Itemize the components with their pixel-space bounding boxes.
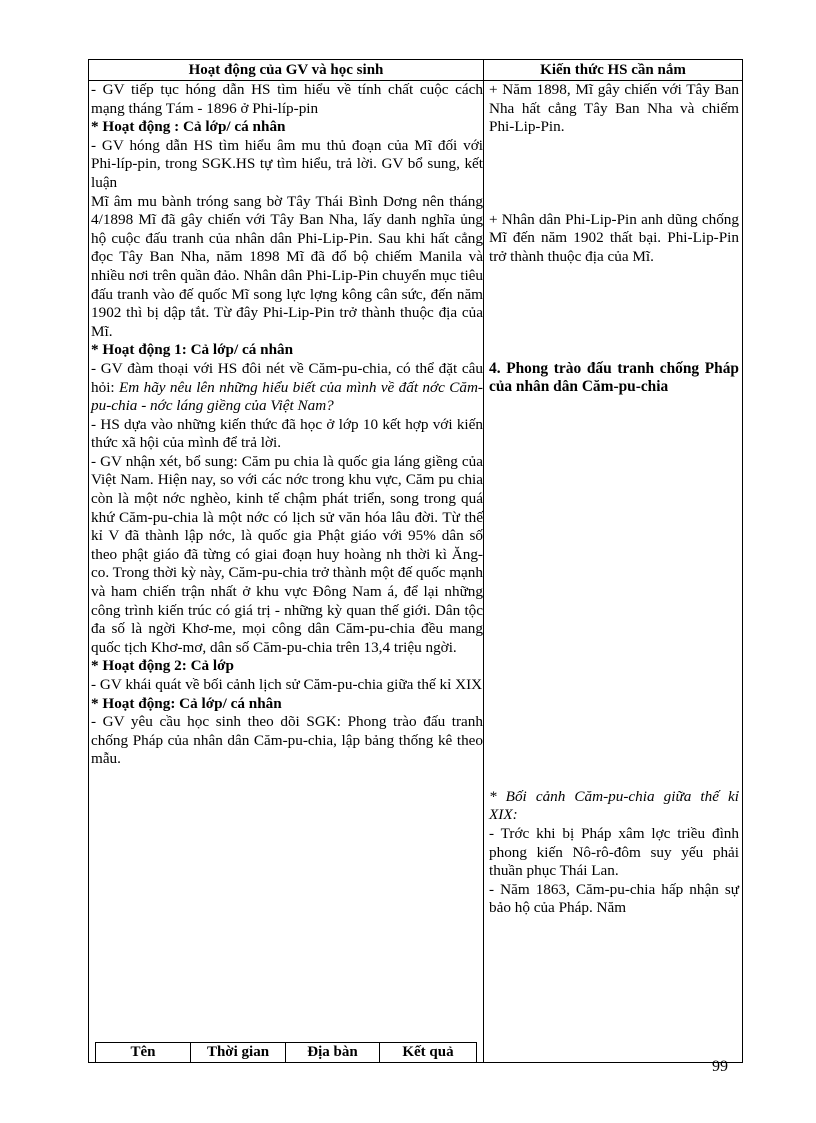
knowledge-column <box>484 81 742 1062</box>
spacer <box>489 397 739 788</box>
activity-heading-2: * Hoạt động 2: Cả lớp <box>91 657 235 675</box>
knowledge-1863-protectorate: - Năm 1863, Căm-pu-chia hấp nhận sự bảo hộ của Pháp. Năm <box>489 880 739 917</box>
paragraph-students-answer: - HS dựa vào những kiến thức đã học ở lớp 10 kết hợp với kiến thức xã hội của mình để trả lời. <box>91 415 483 452</box>
paragraph-overview-context: - GV khái quát về bối cảnh lịch sử Căm-pu-chia giữa thế kỉ XIX <box>91 676 483 693</box>
template-col-time: Thời gian <box>191 1043 286 1062</box>
discussion-intro: - GV đàm thoại với HS đôi nét về Căm-pu-chia, có thể đặt câu hỏi: <box>91 359 483 396</box>
spacer <box>489 267 739 360</box>
activity-heading-1: * Hoạt động 1: Cả lớp/ cá nhân <box>91 341 294 359</box>
spacer <box>489 137 739 211</box>
activity-heading-class-individual: * Hoạt động : Cả lớp/ cá nhân <box>91 118 286 136</box>
knowledge-1898-war: + Năm 1898, Mĩ gây chiến với Tây Ban Nha hất cẳng Tây Ban Nha và chiếm Phi-Lip-Pin. <box>489 81 739 136</box>
section-heading-cambodia: 4. Phong trào đấu tranh chống Pháp của nhân dân Căm-pu-chia <box>489 359 739 396</box>
paragraph-teacher-comment: - GV nhận xét, bổ sung: Căm pu chia là quốc gia láng giềng của Việt Nam. Hiện nay, so với các nớc trong khu vực, Căm pu chia còn là một nớc nghèo, kinh tế chậm phát triển, song trong quá khứ Căm-pu-chia là một nớc có lịch sử văn hóa lâu đời. Từ thế kỉ V đã thành lập nớc, là quốc gia Phật giáo với 95% dân số theo phật giáo đã từng có giai đoạn huy hoàng nh thời kì Ăng-co. Trong thời kỳ này, Căm-pu-chia trở thành một đế quốc mạnh và ham chiến trận nhất ở khu vực Đông Nam á, để lại những công trình kiến trúc có giá trị - những kỳ quan thế giới. Dân tộc đa số là ngời Khơ-me, mọi công dân Căm-pu-chia đều mang quốc tịch Khơ-mơ, dân số Căm-pu-chia trên 13,4 triệu ngời. <box>91 452 483 656</box>
knowledge-resistance-1902: + Nhân dân Phi-Lip-Pin anh dũng chống Mĩ đến năm 1902 thất bại. Phi-Lip-Pin trở thành thuộc địa của Mĩ. <box>489 210 739 265</box>
header-activities: Hoạt động của GV và học sinh <box>89 60 484 80</box>
table-body-row <box>89 81 742 1062</box>
discussion-question: Em hãy nêu lên những hiểu biết của mình về đất nớc Căm-pu-chia - nớc láng giềng của Việt Nam? <box>91 378 483 415</box>
paragraph-discussion-cambodia <box>91 360 483 416</box>
page-number: 99 <box>712 1058 728 1075</box>
header-knowledge: Kiến thức HS cần nắm <box>540 62 686 78</box>
paragraph-guide-nature: - GV tiếp tục hóng dẫn HS tìm hiểu về tính chất cuộc cách mạng tháng Tám - 1896 ở Phi-líp-pin <box>91 81 483 117</box>
paragraph-guide-us-plot: - GV hóng dẫn HS tìm hiểu âm mu thủ đoạn của Mĩ đối với Phi-líp-pin, trong SGK.HS tự tìm hiểu, trả lời. GV bổ sung, kết luận <box>91 136 483 191</box>
activity-heading-class-individual-2: * Hoạt động: Cả lớp/ cá nhân <box>91 694 282 712</box>
paragraph-us-expansion: Mĩ âm mu bành tróng sang bờ Tây Thái Bình Dơng nên tháng 4/1898 Mĩ đã gây chiến với Tây Ban Nha, lấy danh nghĩa ủng hộ cuộc đấu tranh của nhân dân Phi-Lip-Pin. Sau khi hất cẳng đọc Tây Ban Nha, năm 1898 Mĩ đã đổ bộ chiếm Manila và nhiều nơi trên quần đảo. Nhân dân Phi-Lip-Pin chuyển mục tiêu đấu tranh vào đế quốc Mĩ song lực lợng kông cân sức, đến năm 1902 thì bị dập tắt. Từ đây Phi-Lip-Pin trở thành thuộc địa của Mĩ. <box>91 192 483 340</box>
knowledge-context-heading: * Bối cảnh Căm-pu-chia giữa thế kỉ XIX: <box>489 787 739 824</box>
knowledge-before-invasion: - Trớc khi bị Pháp xâm lợc triều đình phong kiến Nô-rô-đôm suy yếu phải thuần phục Thái Lan. <box>489 824 739 880</box>
template-col-result: Kết quả <box>402 1044 454 1060</box>
template-col-location: Địa bàn <box>286 1043 380 1062</box>
table-header-row <box>89 60 742 81</box>
paragraph-statistics-task: - GV yêu cầu học sinh theo dõi SGK: Phong trào đấu tranh chống Pháp của nhân dân Căm-pu-chia, lập bảng thống kê theo mẫu. <box>91 713 483 768</box>
activities-column <box>89 81 484 1062</box>
template-table-header <box>95 1042 477 1062</box>
template-col-name: Tên <box>96 1043 191 1062</box>
lesson-table <box>88 59 743 1063</box>
